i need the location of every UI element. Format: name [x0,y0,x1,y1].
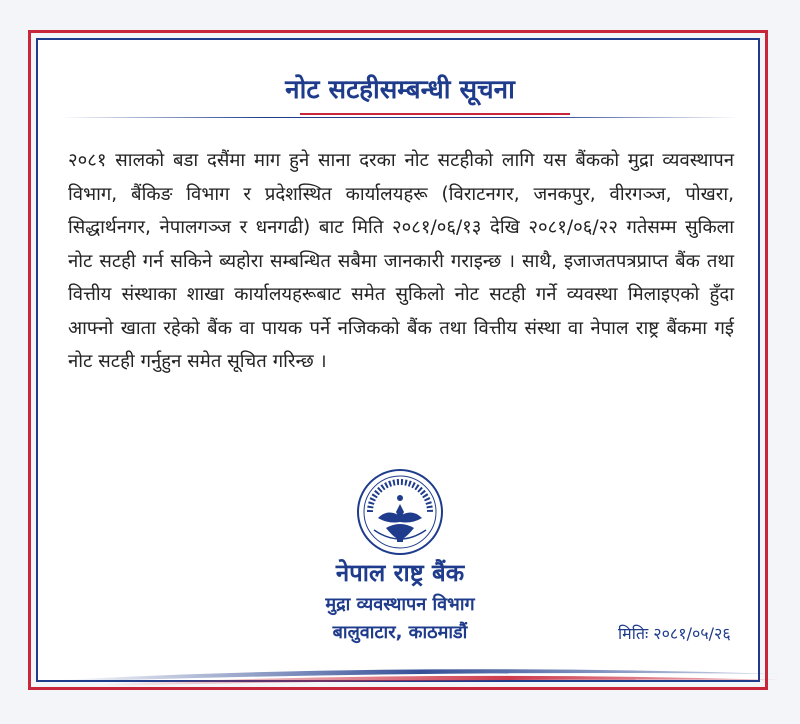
issuer-address: बालुवाटार, काठमाडौं [332,622,468,643]
decorative-swoosh [0,660,800,700]
notice-title: नोट सटहीसम्बन्धी सूचना [285,75,515,105]
title-underline [300,113,570,115]
issuer-org-name: नेपाल राष्ट्र बैंक [335,559,465,587]
notice-body: २०८१ सालको बडा दसैंमा माग हुने साना दरका नोट सटहीको लागि यस बैंकको मुद्रा व्यवस्थापन विभाग, बैंकिङ विभाग र प्रदेशस्थित कार्यालयहरू (विराटनगर, जनकपुर, वीरगञ्ज, पोखरा, सिद्धार्थनगर, नेपालगञ्ज र धनगढी) बाट मिति २०८१/०६/१३ देखि २०८१/०६/२२ गतेसम्म सुकिला नोट सटही गर्न सकिने ब्यहोरा सम्बन्धित सबैमा जानकारी गराइन्छ । साथै, इजाजतपत्रप्राप्त बैंक तथा वित्तीय संस्थाका शाखा कार्यालयहरूबाट समेत सुकिलो नोट सटही गर्ने व्यवस्था मिलाइएको हुँदा आफ्नो खाता रहेको बैंक वा पायक पर्ने नजिकको बैंक तथा वित्तीय संस्था वा नेपाल राष्ट्र बैंकमा गई नोट सटही गर्नुहुन समेत सूचित गरिन्छ । [68,150,734,372]
issuer-department: मुद्रा व्यवस्थापन विभाग [325,594,475,615]
title-divider [60,117,740,118]
nrb-seal-icon [356,468,444,556]
notice-date: मितिः २०८१/०५/२६ [618,624,731,643]
